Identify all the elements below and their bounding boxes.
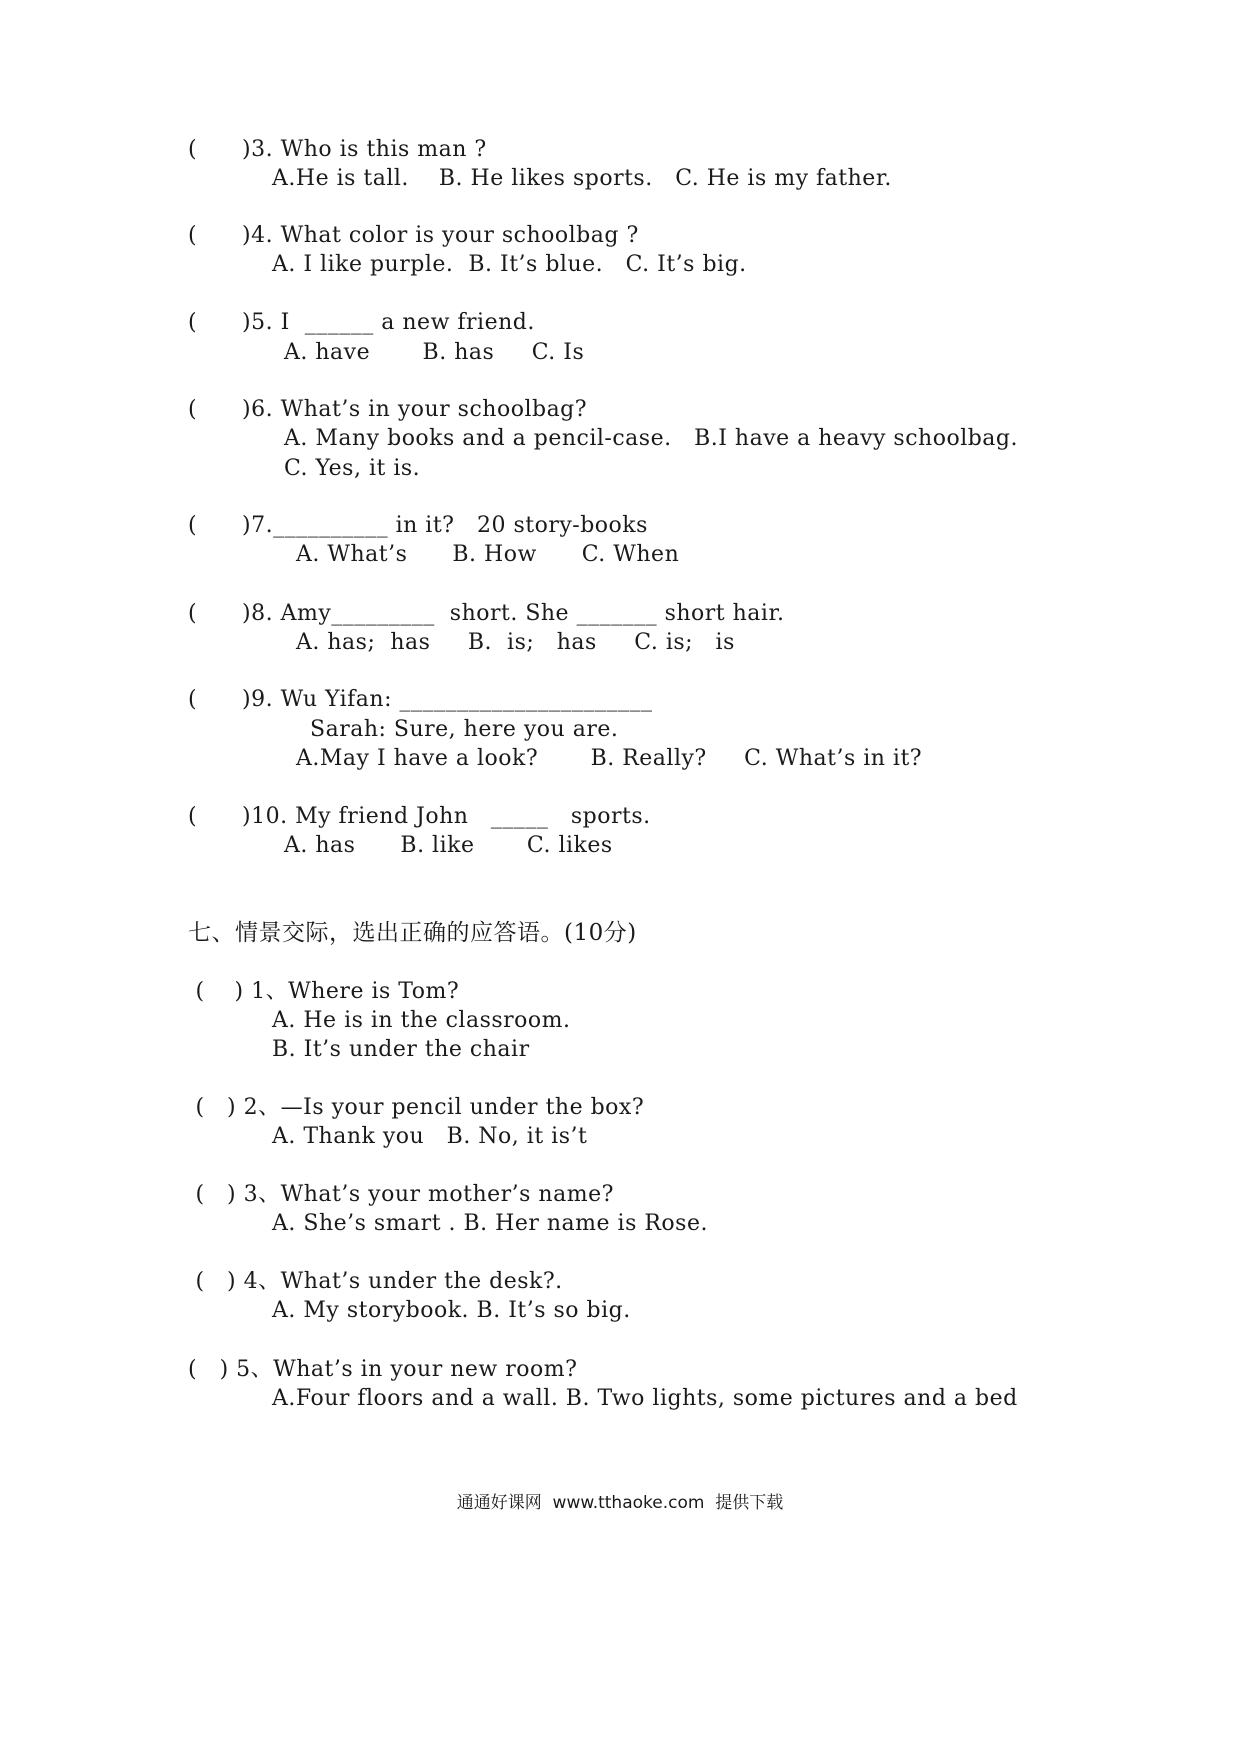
question-9-options: A.May I have a look? B. Really? C. What’s in it?: [296, 746, 923, 771]
dialog-question-2-stem: ( ) 2、—Is your pencil under the box?: [188, 1095, 645, 1120]
question-5-stem: ( )5. I ______ a new friend.: [188, 310, 535, 335]
dialog-question-3-options: A. She’s smart . B. Her name is Rose.: [272, 1211, 708, 1236]
question-6-options-line1: A. Many books and a pencil-case. B.I have a heavy schoolbag.: [284, 426, 1019, 451]
dialog-question-5-stem: ( ) 5、What’s in your new room?: [188, 1357, 578, 1382]
dialog-question-2-options: A. Thank you B. No, it is’t: [272, 1124, 588, 1149]
question-7-stem: ( )7.__________ in it? 20 story-books: [188, 513, 648, 538]
question-5-options: A. have B. has C. Is: [284, 340, 585, 365]
question-4-stem: ( )4. What color is your schoolbag ?: [188, 223, 639, 248]
dialog-question-5-options: A.Four floors and a wall. B. Two lights, some pictures and a bed: [272, 1386, 1018, 1411]
question-6-stem: ( )6. What’s in your schoolbag?: [188, 397, 588, 422]
question-8-options: A. has; has B. is; has C. is; is: [296, 630, 735, 655]
dialog-question-4-options: A. My storybook. B. It’s so big.: [272, 1298, 631, 1323]
section-7-title: 七、情景交际，选出正确的应答语。(10分): [188, 920, 637, 946]
question-7-options: A. What’s B. How C. When: [296, 542, 680, 567]
dialog-question-4-stem: ( ) 4、What’s under the desk?.: [188, 1269, 563, 1294]
page-footer: 通通好课网 www.tthaoke.com 提供下载: [456, 1493, 784, 1513]
dialog-question-1-option-a: A. He is in the classroom.: [272, 1008, 571, 1033]
question-8-stem: ( )8. Amy_________ short. She _______ short hair.: [188, 601, 785, 626]
question-10-options: A. has B. like C. likes: [284, 833, 613, 858]
question-6-options-line2: C. Yes, it is.: [284, 456, 421, 481]
question-4-options: A. I like purple. B. It’s blue. C. It’s big.: [272, 252, 747, 277]
dialog-question-1-option-b: B. It’s under the chair: [272, 1037, 530, 1062]
question-9-line2: Sarah: Sure, here you are.: [310, 717, 619, 742]
question-3-stem: ( )3. Who is this man ?: [188, 137, 487, 162]
dialog-question-1-stem: ( ) 1、Where is Tom?: [188, 979, 460, 1004]
question-9-stem: ( )9. Wu Yifan: ______________________: [188, 687, 653, 712]
question-10-stem: ( )10. My friend John _____ sports.: [188, 804, 651, 829]
question-3-options: A.He is tall. B. He likes sports. C. He is my father.: [272, 166, 892, 191]
dialog-question-3-stem: ( ) 3、What’s your mother’s name?: [188, 1182, 614, 1207]
